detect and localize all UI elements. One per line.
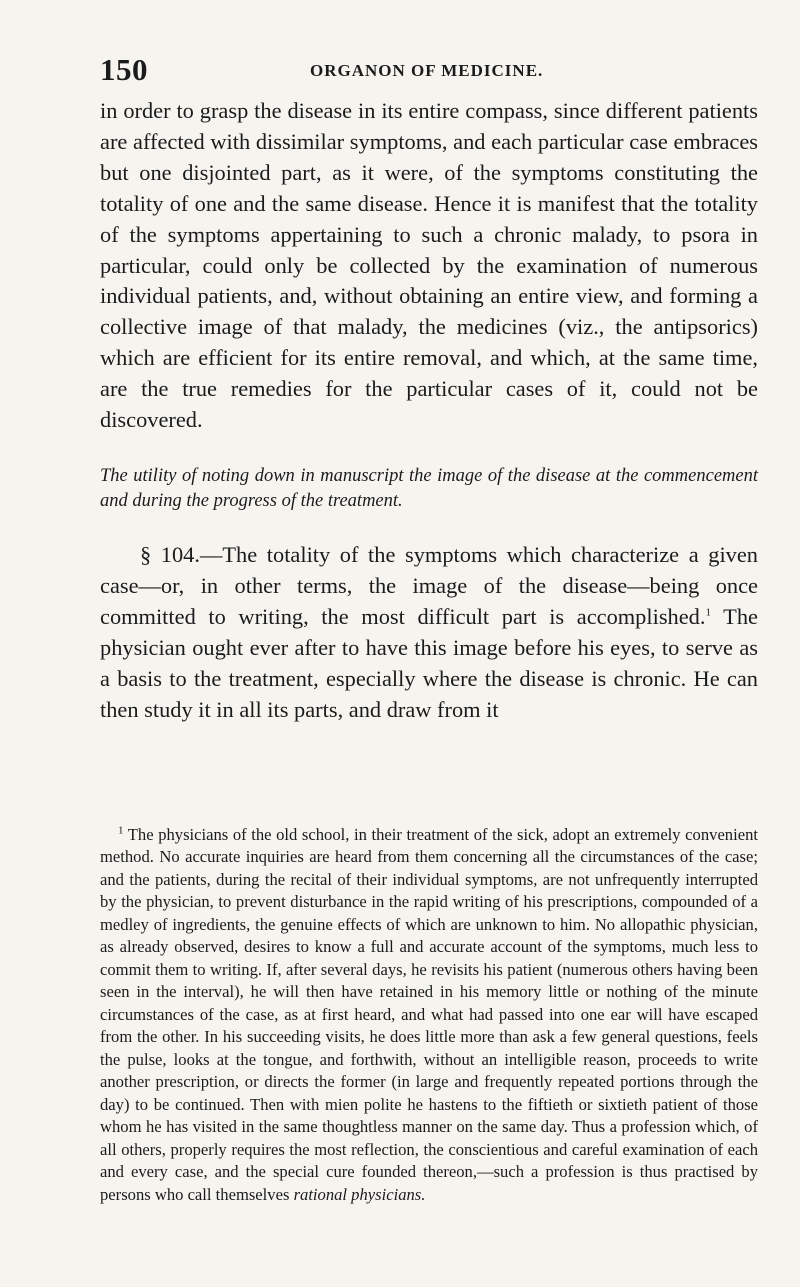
footnote — [100, 824, 758, 1207]
section-104-text-continued: The physician ought ever after to have this image before his eyes, to serve as a basis to the treatment, especially where the disease is chronic. He can then study it in all its parts, and draw from it — [100, 604, 758, 722]
footnote-closing-phrase: rational physicians. — [293, 1184, 426, 1204]
opening-paragraph: in order to grasp the disease in its entire compass, since different patients are affected with dissimilar symptoms, and each particular case embraces but one disjointed part, as it were, of the symptoms constituting the totality of one and the same disease. Hence it is manifest that the totality of the symptoms appertaining to such a chronic malady, to psora in particular, could only be collected by the examination of numerous individual patients, and, without obtaining an entire view, and forming a collective image of that malady, the medicines (viz., the antipsorics) which are efficient for its entire removal, and which, at the same time, are the true remedies for the particular cases of it, could not be discovered. — [100, 98, 758, 433]
footnote-text: The physicians of the old school, in their treatment of the sick, adopt an extremely convenient method. No accurate inquiries are heard from them concerning all the circumstances of the case; and the patients, during the recital of their individual symptoms, are not unfrequently interrupted by the physician, to prevent disturbance in the rapid writing of his prescriptions, compounded of a medley of ingredients, the genuine effects of which are unknown to him. No allopathic physician, as already observed, desires to know a full and accurate account of the symptoms, much less to commit them to writing. If, after several days, he revisits his patient (numerous others having been seen in the interval), he will then have retained in his memory little or nothing of the minute circumstances of the case, as at first heard, and what had passed into one ear will have escaped from the other. In his succeeding visits, he does little more than ask a few general questions, feels the pulse, looks at the tongue, and forthwith, without an intelligible reason, proceeds to write another prescription, or directs the former (in large and frequently repeated portions through the day) to be continued. Then with mien polite he hastens to the fiftieth or sixtieth patient of those whom he has visited in the same thoughtless manner on the same day. Thus a profession which, of all others, properly requires the most reflection, the conscientious and careful examination of each and every case, and the special cure founded thereon,—such a profession is thus practised by persons who call themselves — [100, 824, 758, 1204]
page-number: 150 — [100, 52, 148, 87]
side-heading: The utility of noting down in manuscript the image of the disease at the commencement and during the progress of the treatment. — [100, 466, 758, 511]
footnote-marker: 1 — [118, 824, 124, 837]
section-104-text: § 104.—The totality of the symptoms which characterize a given case—or, in other terms, the image of the disease—being once committed to writing, the most difficult part is accomplished. — [100, 542, 758, 630]
running-title: ORGANON OF MEDICINE. — [310, 61, 544, 80]
body-text — [100, 96, 758, 436]
section-104-paragraph — [100, 540, 758, 725]
running-head — [100, 52, 758, 88]
footnote-reference[interactable]: 1 — [705, 606, 711, 619]
